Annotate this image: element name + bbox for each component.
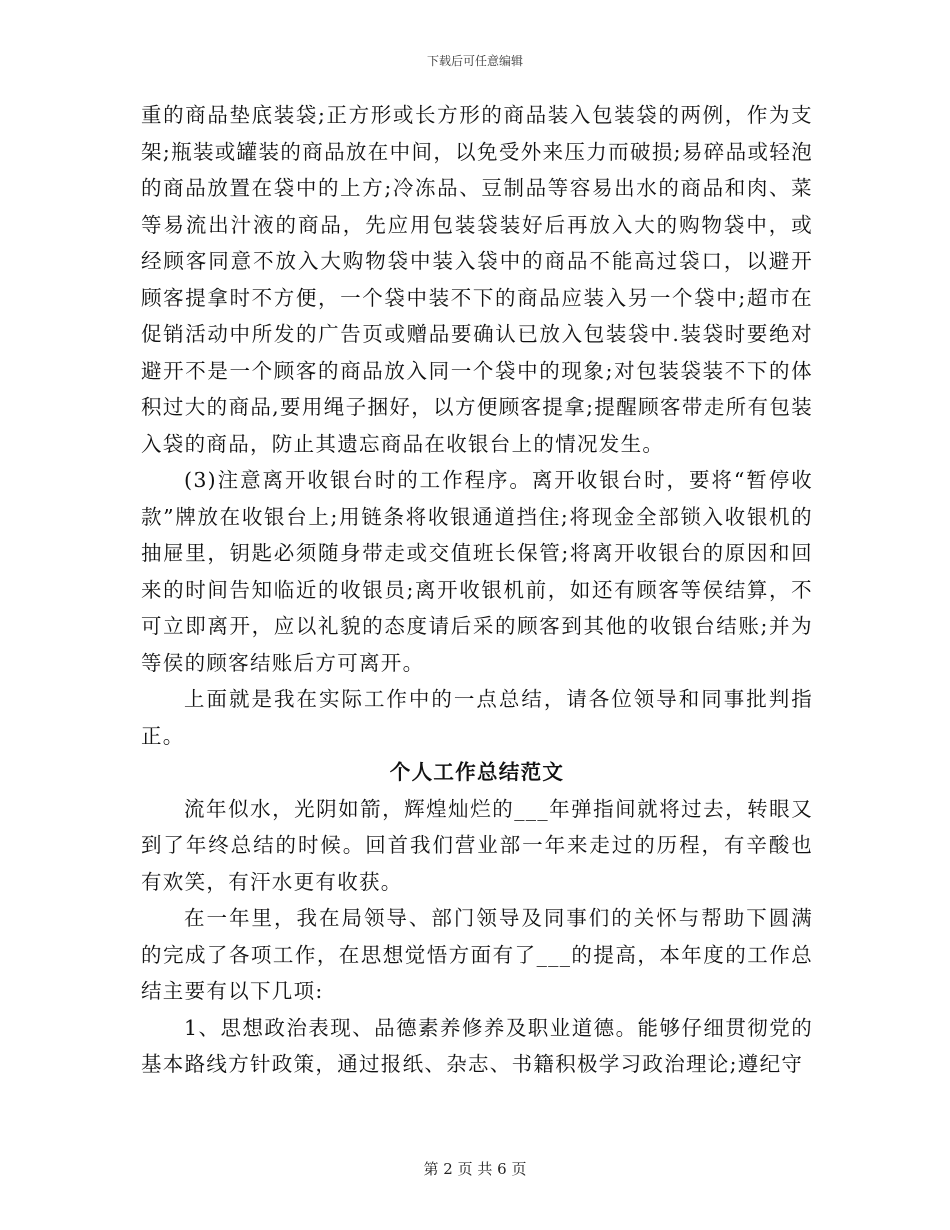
page-footer: 第 2 页 共 6 页 bbox=[423, 1160, 527, 1178]
paragraph-bagging-continued: 重的商品垫底装袋;正方形或长方形的商品装入包装袋的两例，作为支架;瓶装或罐装的商品放在中间，以免受外来压力而破损;易碎品或轻泡的商品放置在袋中的上方;冷冻品、豆制品等容易出水的商品和肉、菜等易流出汁液的商品，先应用包装袋装好后再放入大的购物袋中，或经顾客同意不放入大购物袋中装入袋中的商品不能高过袋口，以避开顾客提拿时不方便，一个袋中装不下的商品应装入另一个袋中;超市在促销活动中所发的广告页或赠品要确认已放入包装袋中.装袋时要绝对避开不是一个顾客的商品放入同一个袋中的现象;对包装袋装不下的体积过大的商品,要用绳子捆好，以方便顾客提拿;提醒顾客带走所有包装入袋的商品，防止其遗忘商品在收银台上的情况发生。 bbox=[141, 103, 813, 456]
document-body bbox=[141, 97, 813, 1083]
section-title: 个人工作总结范文 bbox=[389, 760, 565, 784]
paragraph-leaving-checkout: (3)注意离开收银台时的工作程序。离开收银台时，要将“暂停收款”牌放在收银台上;用链条将收银通道挡住;将现金全部锁入收银机的抽屉里，钥匙必须随身带走或交值班长保管;将离开收银台的原因和回来的时间告知临近的收银员;离开收银机前，如还有顾客等侯结算，不可立即离开，应以礼貌的态度请后采的顾客到其他的收银台结账;并为等侯的顾客结账后方可离开。 bbox=[141, 468, 813, 675]
paragraph-overview: 在一年里，我在局领导、部门领导及同事们的关怀与帮助下圆满的完成了各项工作，在思想觉悟方面有了___的提高，本年度的工作总结主要有以下几项: bbox=[141, 906, 813, 1003]
paragraph-closing-remark: 上面就是我在实际工作中的一点总结，请各位领导和同事批判指正。 bbox=[141, 687, 813, 748]
paragraph-intro: 流年似水，光阴如箭，辉煌灿烂的___年弹指间就将过去，转眼又到了年终总结的时候。回首我们营业部一年来走过的历程，有辛酸也有欢笑，有汗水更有收获。 bbox=[141, 796, 813, 894]
page-header: 下载后可任意编辑 bbox=[426, 54, 523, 68]
paragraph-item-1: 1、思想政治表现、品德素养修养及职业道德。能够仔细贯彻党的基本路线方针政策，通过报纸、杂志、书籍积极学习政治理论;遵纪守 bbox=[141, 1015, 813, 1076]
